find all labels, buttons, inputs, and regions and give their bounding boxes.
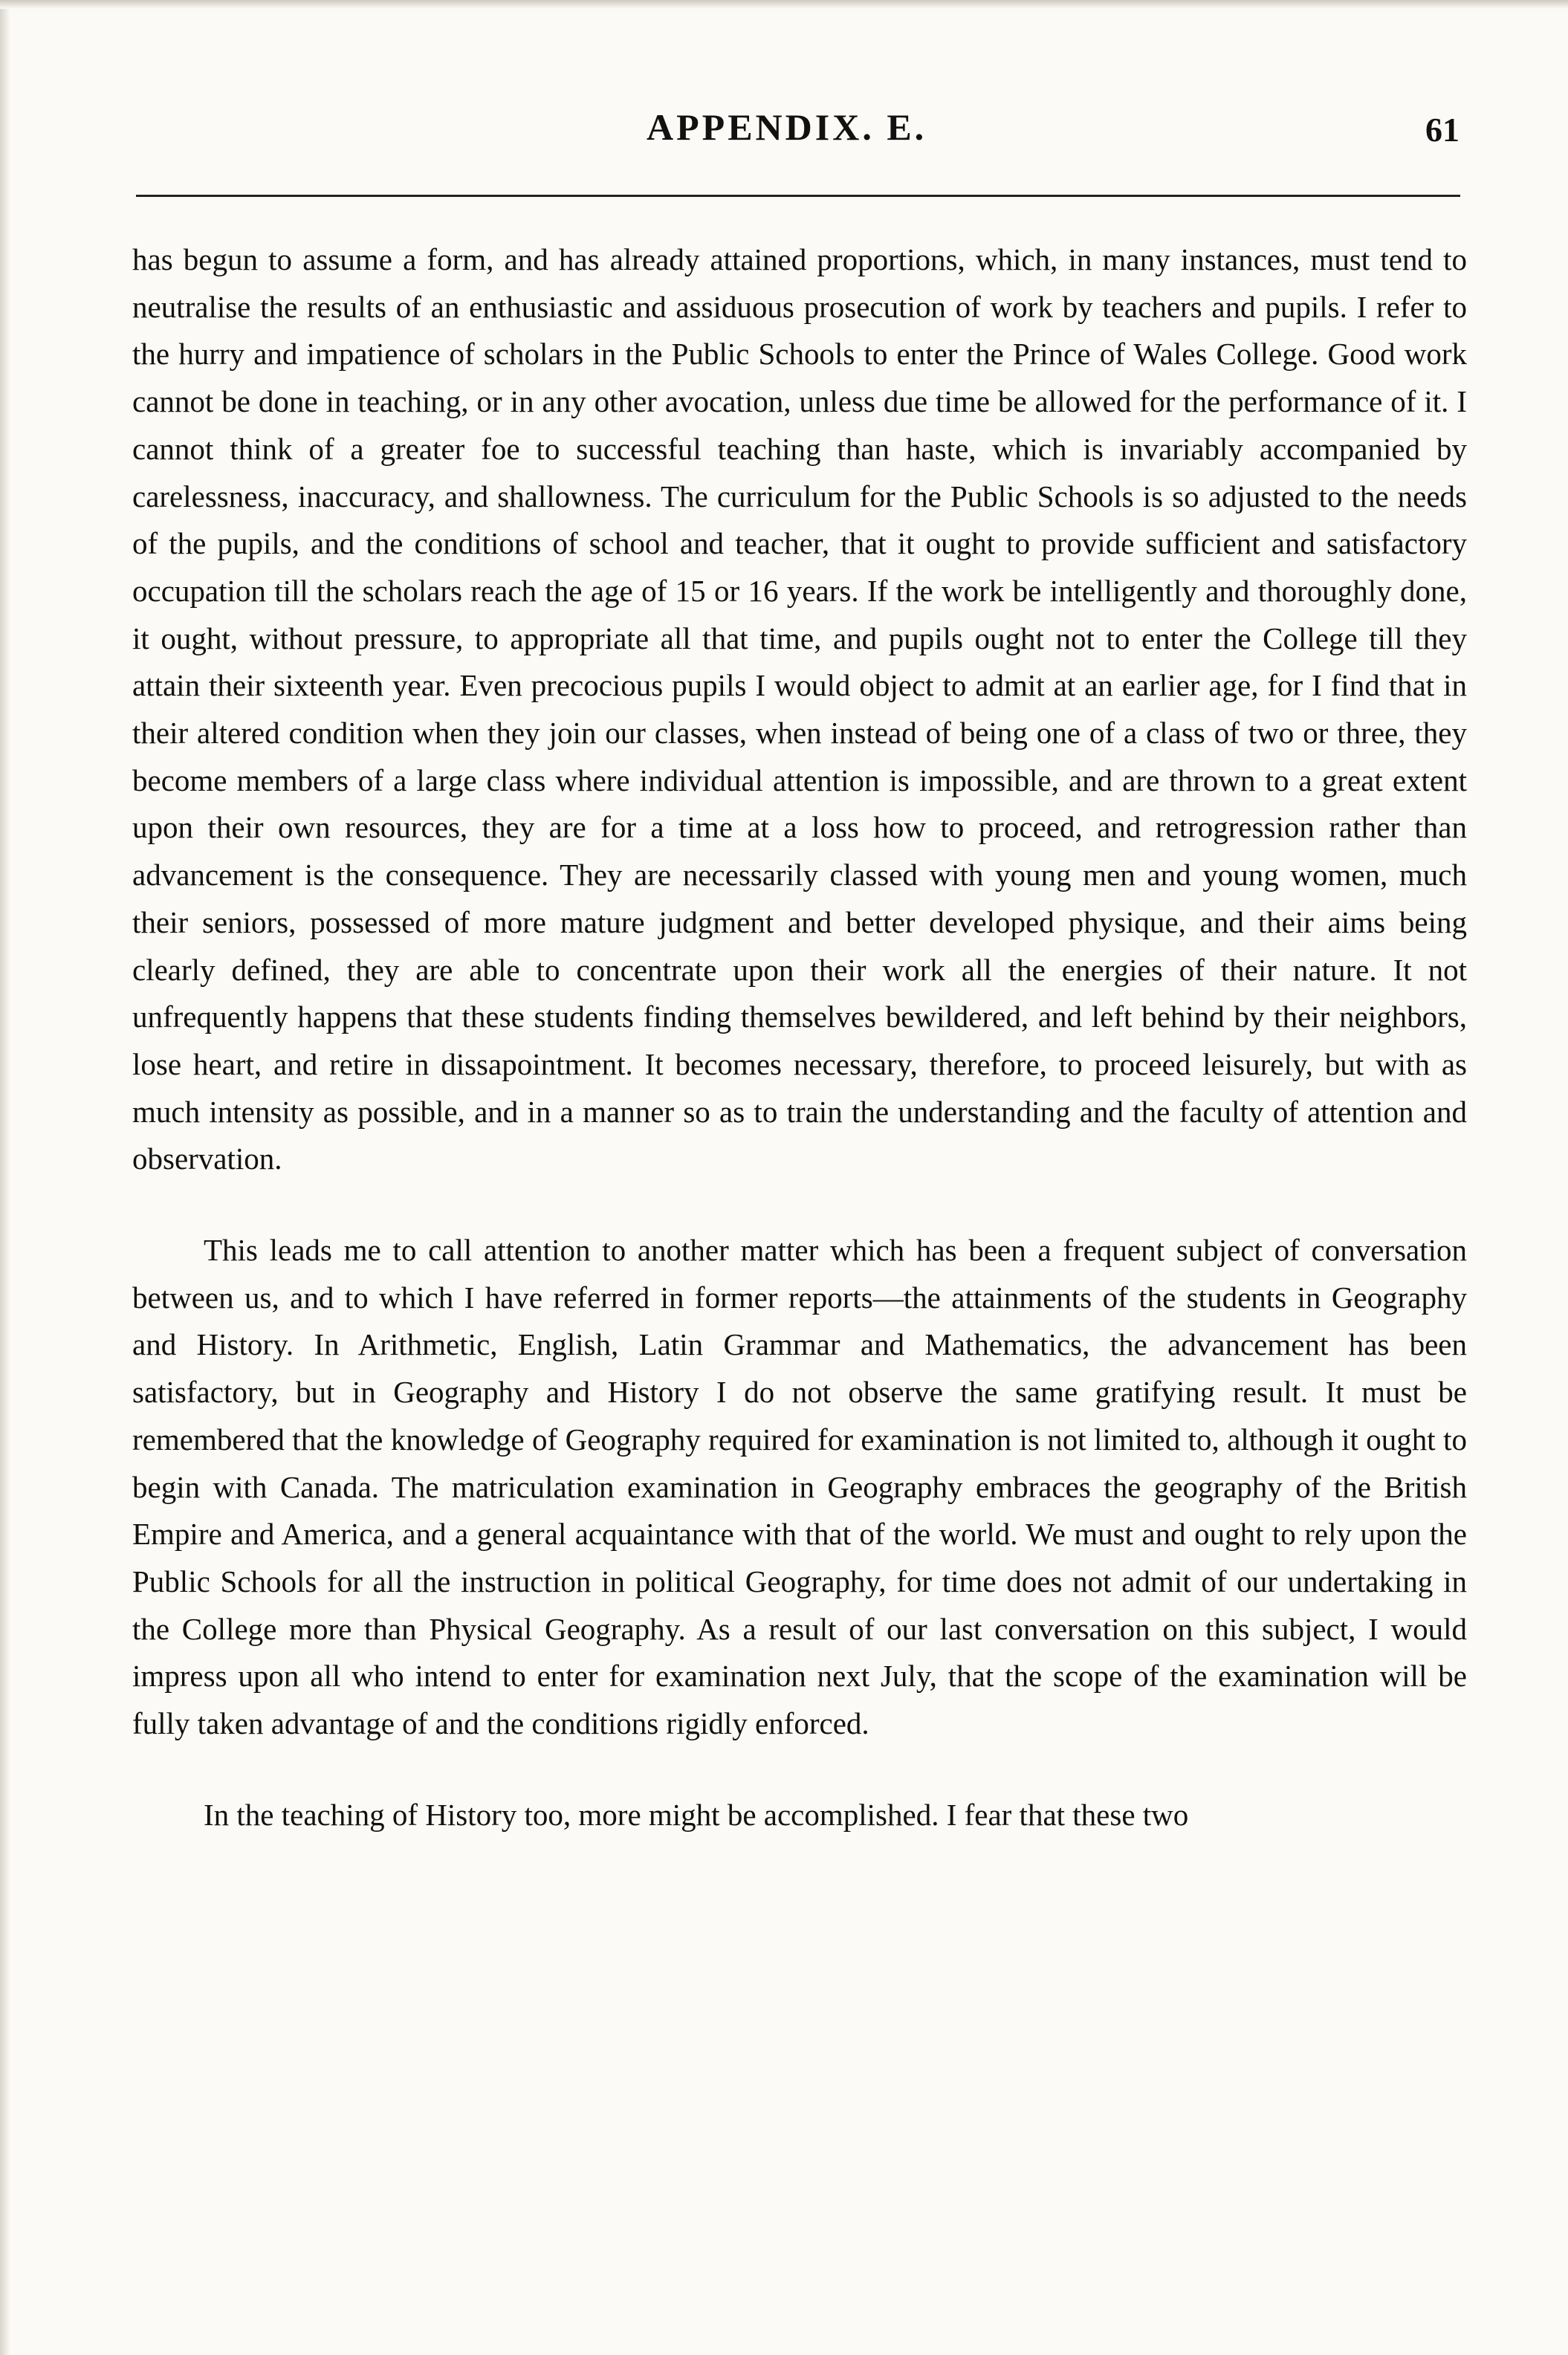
running-title: APPENDIX. E. <box>647 106 927 148</box>
page-number: 61 <box>1425 111 1460 149</box>
page-top-shadow <box>0 0 1568 9</box>
paragraph-geography-history: This leads me to call attention to another matter which has been a frequent subject of conversation between us, and to which I have referred in former reports—the attainments of the students in Geography and History. In Arithmetic, English, Latin Grammar and Mathematics, the advancement has been satisfactory, but in Geography and History I do not observe the same gratifying result. It must be remembered that the knowledge of Geography required for examination is not limited to, although it ought to begin with Canada. The matriculation examination in Geography embraces the geography of the British Empire and America, and a general acquaintance with that of the world. We must and ought to rely upon the Public Schools for all the instruction in political Geography, for time does not admit of our undertaking in the College more than Physical Geography. As a result of our last conversation on this subject, I would impress upon all who intend to enter for examination next July, that the scope of the examination will be fully taken advantage of and the conditions rigidly enforced. <box>132 1233 1467 1741</box>
page-header <box>0 106 1568 158</box>
page-edge-shadow <box>0 0 10 2355</box>
paragraph-history-teaching: In the teaching of History too, more might be accomplished. I fear that these two <box>204 1797 1189 1832</box>
paragraph-continued: has begun to assume a form, and has already attained proportions, which, in many instances, must tend to neutralise the results of an enthusiastic and assiduous prosecution of work by teachers and pupils. I refer to the hurry and impatience of scholars in the Public Schools to enter the Prince of Wales College. Good work cannot be done in teaching, or in any other avocation, unless due time be allowed for the performance of it. I cannot think of a greater foe to successful teaching than haste, which is invariably accompanied by carelessness, inaccuracy, and shallowness. The curriculum for the Public Schools is so adjusted to the needs of the pupils, and the conditions of school and teacher, that it ought to provide sufficient and satisfactory occupation till the scholars reach the age of 15 or 16 years. If the work be intelligently and thoroughly done, it ought, without pressure, to appropriate all that time, and pupils ought not to enter the College till they attain their sixteenth year. Even precocious pupils I would object to admit at an earlier age, for I find that in their altered condition when they join our classes, when instead of being one of a class of two or three, they become members of a large class where individual attention is impossible, and are thrown to a great extent upon their own resources, they are for a time at a loss how to proceed, and retrogression rather than advancement is the consequence. They are necessarily classed with young men and young women, much their seniors, possessed of more mature judgment and better developed physique, and their aims being clearly defined, they are able to concentrate upon their work all the energies of their nature. It not unfrequently happens that these students finding themselves bewildered, and left behind by their neighbors, lose heart, and retire in dissapointment. It becomes necessary, therefore, to proceed leisurely, but with as much intensity as possible, and in a manner so as to train the understanding and the faculty of attention and observation. <box>132 242 1467 1176</box>
body-text <box>132 236 1467 1839</box>
header-rule <box>136 195 1460 197</box>
